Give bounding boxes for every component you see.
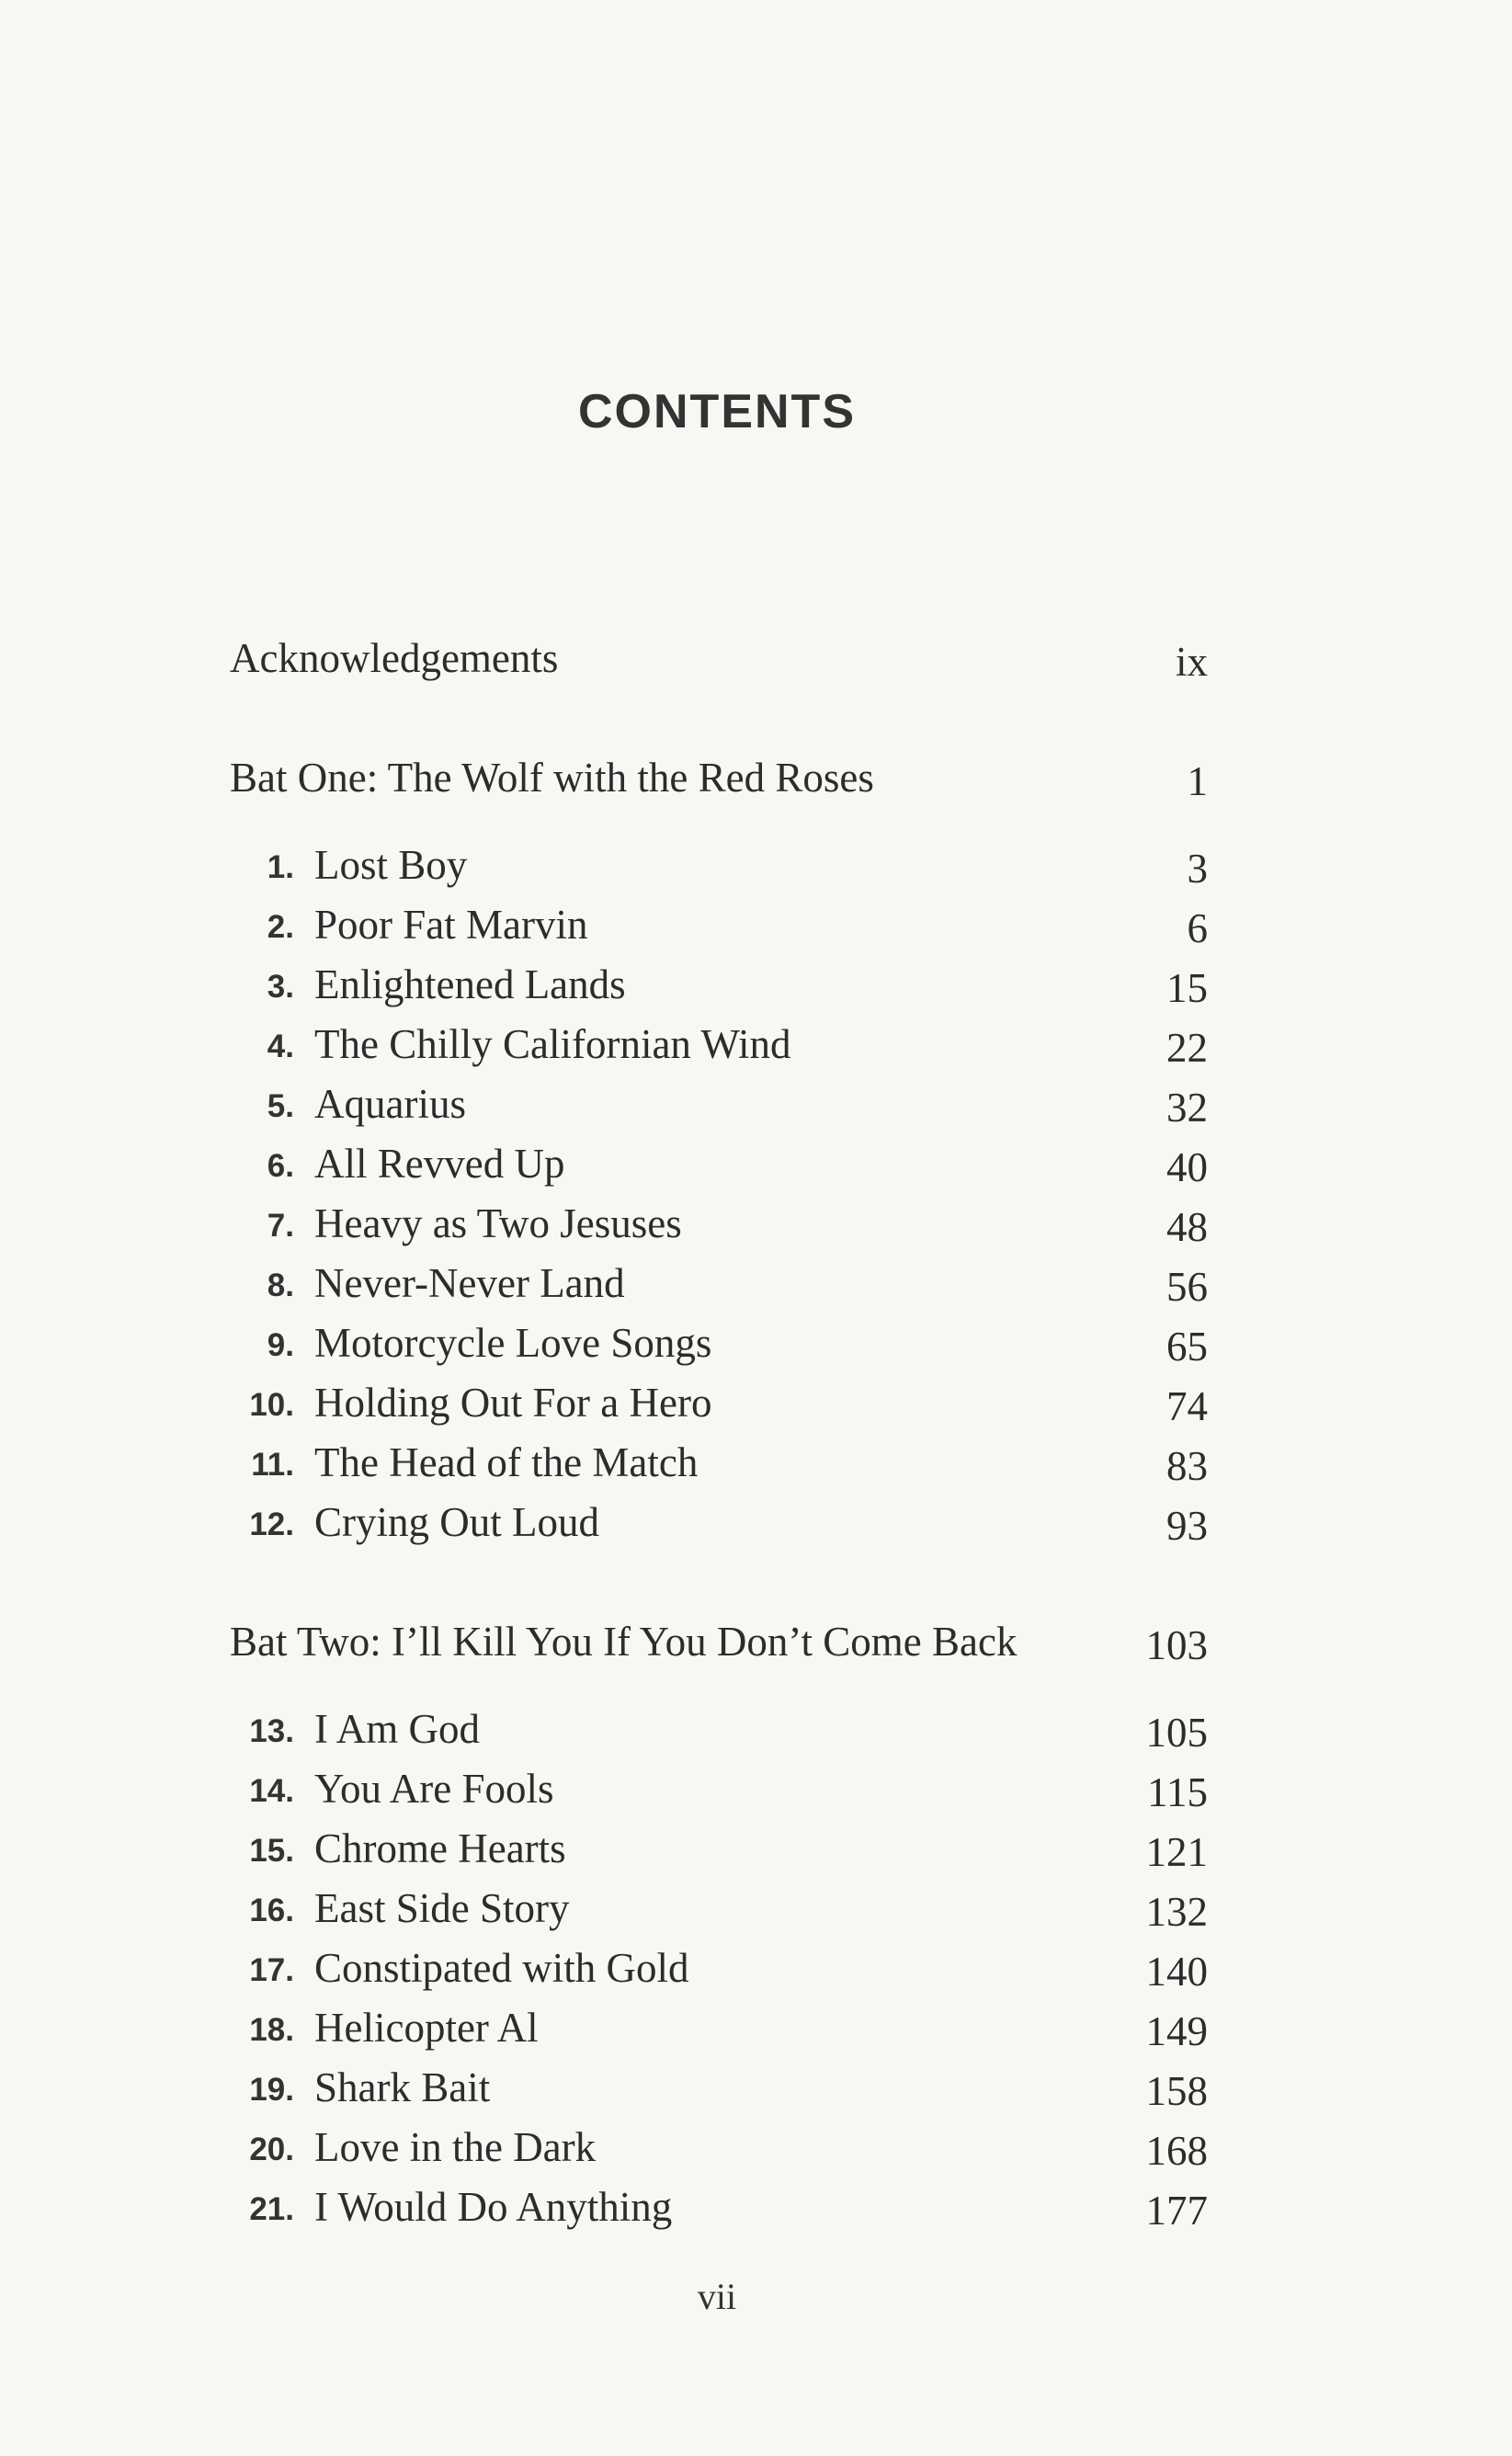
chapter-number: 10. <box>249 1387 294 1423</box>
chapter-page-number: 32 <box>1166 1085 1208 1131</box>
toc-entry-acknowledgements[interactable] <box>230 634 1208 694</box>
chapter-page-number: 74 <box>1166 1383 1208 1429</box>
chapter-number: 8. <box>267 1268 294 1303</box>
toc-chapter-3[interactable] <box>230 961 1208 1020</box>
toc-chapter-2[interactable] <box>230 901 1208 961</box>
chapter-number: 4. <box>267 1029 294 1064</box>
chapter-page-number: 93 <box>1166 1503 1208 1549</box>
chapter-title: Crying Out Loud <box>314 1499 599 1545</box>
chapter-number: 21. <box>249 2191 294 2227</box>
chapter-page-number: 22 <box>1166 1025 1208 1071</box>
chapter-number: 16. <box>249 1893 294 1928</box>
chapter-title: Poor Fat Marvin <box>314 902 588 948</box>
chapter-number: 12. <box>249 1507 294 1542</box>
chapter-page-number: 140 <box>1145 1949 1208 1995</box>
chapter-number: 7. <box>267 1208 294 1244</box>
chapter-title: Helicopter Al <box>314 2005 539 2051</box>
toc-chapter-8[interactable] <box>230 1259 1208 1319</box>
chapter-number: 5. <box>267 1088 294 1124</box>
page-folio: vii <box>697 2276 737 2317</box>
chapter-page-number: 105 <box>1145 1710 1208 1756</box>
chapter-title: Enlightened Lands <box>314 961 626 1007</box>
toc-chapter-15[interactable] <box>230 1825 1208 1884</box>
chapter-title: Lost Boy <box>314 842 468 888</box>
chapter-page-number: 83 <box>1166 1443 1208 1489</box>
chapter-title: Heavy as Two Jesuses <box>314 1200 682 1246</box>
chapter-title: You Are Fools <box>314 1766 554 1812</box>
chapter-title: Constipated with Gold <box>314 1945 689 1991</box>
toc-chapter-19[interactable] <box>230 2064 1208 2123</box>
toc-chapter-16[interactable] <box>230 1884 1208 1944</box>
chapter-number: 20. <box>249 2132 294 2167</box>
chapter-title: Shark Bait <box>314 2064 491 2110</box>
chapter-number: 6. <box>267 1148 294 1184</box>
chapter-number: 9. <box>267 1327 294 1363</box>
chapter-page-number: 65 <box>1166 1324 1208 1370</box>
entry-page-number: ix <box>1175 639 1208 685</box>
part-page-number: 1 <box>1187 758 1208 804</box>
part-title: Bat One: The Wolf with the Red Roses <box>230 755 874 801</box>
chapter-title: Motorcycle Love Songs <box>314 1320 712 1366</box>
toc-chapter-6[interactable] <box>230 1140 1208 1200</box>
chapter-title: The Head of the Match <box>314 1439 699 1485</box>
chapter-page-number: 132 <box>1145 1889 1208 1935</box>
chapter-page-number: 121 <box>1145 1829 1208 1875</box>
toc-chapter-10[interactable] <box>230 1379 1208 1438</box>
chapter-title: Never-Never Land <box>314 1260 625 1306</box>
chapter-page-number: 56 <box>1166 1264 1208 1310</box>
chapter-number: 18. <box>249 2012 294 2048</box>
toc-chapter-9[interactable] <box>230 1319 1208 1379</box>
chapter-number: 2. <box>267 909 294 945</box>
chapter-page-number: 48 <box>1166 1204 1208 1250</box>
toc-chapter-21[interactable] <box>230 2183 1208 2243</box>
chapter-title: Aquarius <box>314 1081 466 1127</box>
chapter-number: 14. <box>249 1773 294 1809</box>
chapter-page-number: 3 <box>1187 846 1208 892</box>
contents-heading: CONTENTS <box>578 385 856 438</box>
part-title: Bat Two: I’ll Kill You If You Don’t Come Back <box>230 1619 1017 1665</box>
toc-chapter-17[interactable] <box>230 1944 1208 2004</box>
chapter-page-number: 40 <box>1166 1144 1208 1190</box>
chapter-number: 13. <box>249 1713 294 1749</box>
toc-chapter-20[interactable] <box>230 2123 1208 2183</box>
entry-title: Acknowledgements <box>230 635 559 681</box>
chapter-title: Chrome Hearts <box>314 1825 566 1871</box>
toc-chapter-13[interactable] <box>230 1705 1208 1765</box>
chapter-page-number: 6 <box>1187 905 1208 951</box>
toc-chapter-4[interactable] <box>230 1020 1208 1080</box>
toc-chapter-1[interactable] <box>230 841 1208 901</box>
chapter-title: East Side Story <box>314 1885 570 1931</box>
part-page-number: 103 <box>1145 1622 1208 1668</box>
chapter-page-number: 149 <box>1145 2008 1208 2054</box>
toc-part-two[interactable] <box>230 1618 1208 1677</box>
toc-chapter-5[interactable] <box>230 1080 1208 1140</box>
chapter-title: All Revved Up <box>314 1141 565 1187</box>
chapter-number: 11. <box>251 1447 294 1483</box>
chapter-title: The Chilly Californian Wind <box>314 1021 791 1067</box>
chapter-title: I Am God <box>314 1706 480 1752</box>
chapter-page-number: 177 <box>1145 2188 1208 2234</box>
toc-chapter-18[interactable] <box>230 2004 1208 2064</box>
chapter-page-number: 158 <box>1145 2068 1208 2114</box>
chapter-page-number: 168 <box>1145 2128 1208 2174</box>
chapter-number: 17. <box>249 1952 294 1988</box>
table-of-contents <box>230 634 1208 2243</box>
chapter-number: 1. <box>267 849 294 885</box>
chapter-title: Holding Out For a Hero <box>314 1380 712 1426</box>
toc-part-one[interactable] <box>230 754 1208 813</box>
toc-chapter-12[interactable] <box>230 1498 1208 1558</box>
toc-chapter-7[interactable] <box>230 1200 1208 1259</box>
chapter-title: I Would Do Anything <box>314 2184 673 2230</box>
chapter-number: 15. <box>249 1833 294 1869</box>
chapter-number: 19. <box>249 2072 294 2108</box>
chapter-title: Love in the Dark <box>314 2124 597 2170</box>
toc-chapter-14[interactable] <box>230 1765 1208 1825</box>
chapter-number: 3. <box>267 969 294 1005</box>
chapter-page-number: 115 <box>1147 1769 1208 1815</box>
toc-chapter-11[interactable] <box>230 1438 1208 1498</box>
chapter-page-number: 15 <box>1166 965 1208 1011</box>
